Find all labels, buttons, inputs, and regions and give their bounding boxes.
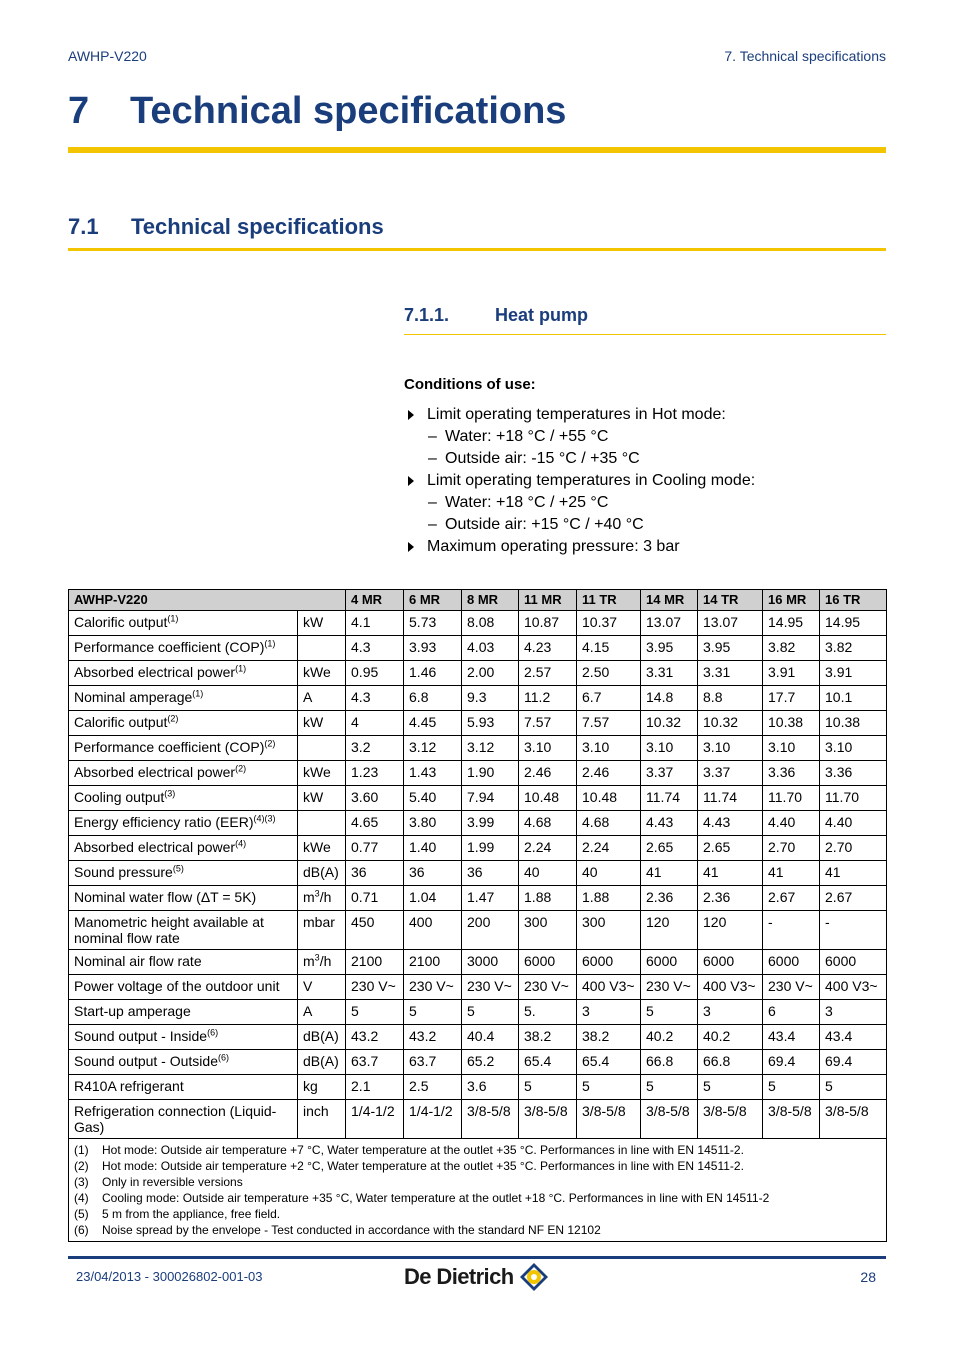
value-cell: 2.24 <box>519 836 577 861</box>
value-cell: 8.8 <box>698 686 763 711</box>
row-label: Sound pressure$^{(5)}$ <box>69 861 298 886</box>
brand-name: De Dietrich <box>404 1264 514 1289</box>
row-label: Refrigeration connection (Liquid-Gas) <box>69 1100 298 1139</box>
value-cell: 41 <box>698 861 763 886</box>
footnote: (6) Noise spread by the envelope - Test conducted in accordance with the standard NF EN 12102 <box>74 1223 601 1237</box>
value-cell: 2.65 <box>641 836 698 861</box>
footnote: (2) Hot mode: Outside air temperature +2 °C, Water temperature at the outlet +35 °C. Performances in line with EN 14511-2. <box>74 1159 744 1173</box>
value-cell: 3.6 <box>462 1075 519 1100</box>
value-cell: 10.38 <box>820 711 887 736</box>
value-cell: 10.32 <box>641 711 698 736</box>
table-row <box>69 786 887 811</box>
value-cell: 3/8-5/8 <box>820 1100 887 1139</box>
value-cell: 13.07 <box>698 611 763 636</box>
table-row <box>69 886 887 911</box>
value-cell: 4.43 <box>641 811 698 836</box>
value-cell: 11.2 <box>519 686 577 711</box>
value-cell: 1/4-1/2 <box>346 1100 404 1139</box>
value-cell: 41 <box>763 861 820 886</box>
row-label: R410A refrigerant <box>69 1075 298 1100</box>
row-label: Performance coefficient (COP)$^{(1)}$ <box>69 636 298 661</box>
value-cell: 230 V~ <box>641 975 698 1000</box>
value-cell: 230 V~ <box>346 975 404 1000</box>
section-rule <box>68 248 886 251</box>
value-cell: 5 <box>641 1000 698 1025</box>
row-label: Cooling output$^{(3)}$ <box>69 786 298 811</box>
table-header-cell: 16 TR <box>820 590 887 611</box>
value-cell: 230 V~ <box>404 975 462 1000</box>
table-header-cell: 11 MR <box>519 590 577 611</box>
value-cell: 2.46 <box>519 761 577 786</box>
list-item: – Outside air: -15 °C / +35 °C <box>428 450 640 467</box>
table-header-cell: 14 TR <box>698 590 763 611</box>
row-label: Performance coefficient (COP)$^{(2)}$ <box>69 736 298 761</box>
brand-logo <box>404 1262 549 1292</box>
value-cell: 0.71 <box>346 886 404 911</box>
value-cell: 5 <box>820 1075 887 1100</box>
value-cell: 3.10 <box>763 736 820 761</box>
value-cell: 65.2 <box>462 1050 519 1075</box>
table-header-cell: 6 MR <box>404 590 462 611</box>
value-cell: 40.2 <box>641 1025 698 1050</box>
value-cell: 3/8-5/8 <box>763 1100 820 1139</box>
value-cell: 3.2 <box>346 736 404 761</box>
footer-date-ref: 23/04/2013 - 300026802-001-03 <box>76 1269 263 1284</box>
table-header-cell: 14 MR <box>641 590 698 611</box>
dash-bullet: – <box>428 428 437 445</box>
row-unit: inch <box>298 1100 346 1139</box>
value-cell: 69.4 <box>763 1050 820 1075</box>
value-cell: 6000 <box>763 950 820 975</box>
list-item: – Outside air: +15 °C / +40 °C <box>428 516 644 533</box>
value-cell: 10.32 <box>698 711 763 736</box>
value-cell: 10.1 <box>820 686 887 711</box>
row-label: Absorbed electrical power$^{(1)}$ <box>69 661 298 686</box>
value-cell: 36 <box>346 861 404 886</box>
value-cell: 3.95 <box>698 636 763 661</box>
value-cell: 400 V3~ <box>820 975 887 1000</box>
row-unit: dB(A) <box>298 1025 346 1050</box>
row-label: Manometric height available at nominal flow rate <box>69 911 298 950</box>
row-unit: mbar <box>298 911 346 950</box>
value-cell: 4.15 <box>577 636 641 661</box>
value-cell: 1.43 <box>404 761 462 786</box>
running-header-left: AWHP-V220 <box>68 48 147 64</box>
value-cell: 2.46 <box>577 761 641 786</box>
row-label: Power voltage of the outdoor unit <box>69 975 298 1000</box>
value-cell: 3/8-5/8 <box>698 1100 763 1139</box>
value-cell: 4.68 <box>577 811 641 836</box>
table-row <box>69 811 887 836</box>
table-header-row <box>69 590 887 611</box>
value-cell: 10.48 <box>577 786 641 811</box>
table-header-cell: 11 TR <box>577 590 641 611</box>
footnote: (5) 5 m from the appliance, free field. <box>74 1207 281 1221</box>
value-cell: 3.31 <box>641 661 698 686</box>
value-cell: 3.80 <box>404 811 462 836</box>
row-unit <box>298 636 346 661</box>
value-cell: 43.4 <box>763 1025 820 1050</box>
value-cell: 10.48 <box>519 786 577 811</box>
value-cell: 65.4 <box>577 1050 641 1075</box>
dash-bullet: – <box>428 494 437 511</box>
value-cell: 40 <box>519 861 577 886</box>
table-row <box>69 911 887 950</box>
page-number: 28 <box>860 1269 876 1285</box>
value-cell: 11.74 <box>641 786 698 811</box>
value-cell: 1.88 <box>577 886 641 911</box>
value-cell: 2100 <box>346 950 404 975</box>
value-cell: 3.37 <box>641 761 698 786</box>
row-label: Absorbed electrical power$^{(2)}$ <box>69 761 298 786</box>
value-cell: 1.88 <box>519 886 577 911</box>
table-header-cell: 4 MR <box>346 590 404 611</box>
list-item: Maximum operating pressure: 3 bar <box>404 537 755 557</box>
value-cell: 6000 <box>519 950 577 975</box>
row-unit <box>298 736 346 761</box>
value-cell: 9.3 <box>462 686 519 711</box>
value-cell: 40.4 <box>462 1025 519 1050</box>
table-notes <box>69 1139 887 1242</box>
value-cell: 5. <box>519 1000 577 1025</box>
value-cell: 7.57 <box>519 711 577 736</box>
running-header-right: 7. Technical specifications <box>724 48 886 64</box>
value-cell: 0.95 <box>346 661 404 686</box>
table-row <box>69 1100 887 1139</box>
value-cell: 4.3 <box>346 686 404 711</box>
row-label: Calorific output$^{(2)}$ <box>69 711 298 736</box>
value-cell: 43.2 <box>404 1025 462 1050</box>
list-item: – Water: +18 °C / +25 °C <box>428 494 609 511</box>
row-unit: kWe <box>298 761 346 786</box>
value-cell: 1.23 <box>346 761 404 786</box>
value-cell: 4.40 <box>820 811 887 836</box>
value-cell: 4.65 <box>346 811 404 836</box>
value-cell: 10.87 <box>519 611 577 636</box>
value-cell: 4.1 <box>346 611 404 636</box>
value-cell: 11.74 <box>698 786 763 811</box>
value-cell: 1.99 <box>462 836 519 861</box>
value-cell: 450 <box>346 911 404 950</box>
value-cell: 3.10 <box>698 736 763 761</box>
value-cell: - <box>820 911 887 950</box>
diamond-logo-icon <box>519 1262 549 1292</box>
subsection-rule <box>404 334 886 335</box>
value-cell: 4.43 <box>698 811 763 836</box>
value-cell: 3/8-5/8 <box>519 1100 577 1139</box>
value-cell: 4.23 <box>519 636 577 661</box>
value-cell: 1.47 <box>462 886 519 911</box>
value-cell: 400 V3~ <box>698 975 763 1000</box>
footer-rule <box>68 1256 886 1259</box>
value-cell: 5.93 <box>462 711 519 736</box>
row-unit: dB(A) <box>298 1050 346 1075</box>
value-cell: 2.50 <box>577 661 641 686</box>
value-cell: 4.68 <box>519 811 577 836</box>
value-cell: 2.36 <box>641 886 698 911</box>
value-cell: 36 <box>404 861 462 886</box>
row-label: Nominal water flow (ΔT = 5K) <box>69 886 298 911</box>
conditions-list <box>404 405 755 559</box>
value-cell: 2.67 <box>763 886 820 911</box>
value-cell: 43.4 <box>820 1025 887 1050</box>
value-cell: 3.10 <box>820 736 887 761</box>
value-cell: 6000 <box>698 950 763 975</box>
value-cell: 2.5 <box>404 1075 462 1100</box>
value-cell: 6 <box>763 1000 820 1025</box>
value-cell: 6.8 <box>404 686 462 711</box>
value-cell: 40.2 <box>698 1025 763 1050</box>
row-unit <box>298 811 346 836</box>
notes-row <box>69 1139 887 1242</box>
value-cell: 4 <box>346 711 404 736</box>
table-header-cell: AWHP-V220 <box>69 590 346 611</box>
table-header-cell: 8 MR <box>462 590 519 611</box>
footnote: (4) Cooling mode: Outside air temperature +35 °C, Water temperature at the outlet +18 °C. Performances in line with EN 14511-2 <box>74 1191 770 1205</box>
value-cell: 3/8-5/8 <box>577 1100 641 1139</box>
value-cell: 2.24 <box>577 836 641 861</box>
value-cell: 3.82 <box>820 636 887 661</box>
value-cell: 3.91 <box>820 661 887 686</box>
section-title-text: Technical specifications <box>131 214 384 239</box>
value-cell: 65.4 <box>519 1050 577 1075</box>
value-cell: 2.36 <box>698 886 763 911</box>
value-cell: 2100 <box>404 950 462 975</box>
value-cell: 3.99 <box>462 811 519 836</box>
value-cell: 11.70 <box>820 786 887 811</box>
row-unit: kWe <box>298 836 346 861</box>
value-cell: 2.1 <box>346 1075 404 1100</box>
subsection-number: 7.1.1. <box>404 305 450 325</box>
value-cell: 5 <box>577 1075 641 1100</box>
table-row <box>69 636 887 661</box>
dash-bullet: – <box>428 450 437 467</box>
value-cell: 3.95 <box>641 636 698 661</box>
chapter-title-text: Technical specifications <box>130 90 567 132</box>
value-cell: 3.60 <box>346 786 404 811</box>
conditions-title: Conditions of use: <box>404 376 536 393</box>
value-cell: 5.73 <box>404 611 462 636</box>
row-unit: $m^3/h$ <box>298 950 346 975</box>
value-cell: 41 <box>820 861 887 886</box>
value-cell: 14.95 <box>820 611 887 636</box>
dash-bullet: – <box>428 516 437 533</box>
value-cell: 10.38 <box>763 711 820 736</box>
value-cell: 43.2 <box>346 1025 404 1050</box>
value-cell: 2.70 <box>763 836 820 861</box>
value-cell: 5 <box>519 1075 577 1100</box>
triangle-bullet-icon <box>408 542 414 552</box>
value-cell: 5 <box>641 1075 698 1100</box>
value-cell: 3.12 <box>462 736 519 761</box>
value-cell: 13.07 <box>641 611 698 636</box>
row-label: Calorific output$^{(1)}$ <box>69 611 298 636</box>
value-cell: 6.7 <box>577 686 641 711</box>
value-cell: 10.37 <box>577 611 641 636</box>
row-label: Sound output - Outside$^{(6)}$ <box>69 1050 298 1075</box>
table-row <box>69 736 887 761</box>
value-cell: 38.2 <box>577 1025 641 1050</box>
value-cell: 300 <box>577 911 641 950</box>
value-cell: 120 <box>641 911 698 950</box>
value-cell: 2.00 <box>462 661 519 686</box>
value-cell: 3/8-5/8 <box>641 1100 698 1139</box>
value-cell: 69.4 <box>820 1050 887 1075</box>
list-item: Limit operating temperatures in Hot mode: <box>404 405 755 425</box>
row-label: Nominal air flow rate <box>69 950 298 975</box>
value-cell: 3.10 <box>519 736 577 761</box>
value-cell: 4.40 <box>763 811 820 836</box>
value-cell: 3 <box>577 1000 641 1025</box>
row-unit: kW <box>298 711 346 736</box>
table-row <box>69 661 887 686</box>
value-cell: 1.90 <box>462 761 519 786</box>
value-cell: 230 V~ <box>462 975 519 1000</box>
value-cell: 6000 <box>641 950 698 975</box>
value-cell: 5.40 <box>404 786 462 811</box>
value-cell: 0.77 <box>346 836 404 861</box>
row-label: Start-up amperage <box>69 1000 298 1025</box>
value-cell: 66.8 <box>641 1050 698 1075</box>
value-cell: 41 <box>641 861 698 886</box>
table-row <box>69 761 887 786</box>
footnote: (1) Hot mode: Outside air temperature +7 °C, Water temperature at the outlet +35 °C. Performances in line with EN 14511-2. <box>74 1143 744 1157</box>
row-label: Absorbed electrical power$^{(4)}$ <box>69 836 298 861</box>
chapter-rule <box>68 147 886 153</box>
subsection-title-text: Heat pump <box>495 305 589 325</box>
value-cell: 36 <box>462 861 519 886</box>
row-label: Nominal amperage$^{(1)}$ <box>69 686 298 711</box>
value-cell: 3.31 <box>698 661 763 686</box>
value-cell: 400 <box>404 911 462 950</box>
section-number: 7.1 <box>68 214 99 239</box>
value-cell: 200 <box>462 911 519 950</box>
value-cell: 3/8-5/8 <box>462 1100 519 1139</box>
value-cell: 1.40 <box>404 836 462 861</box>
value-cell: 4.03 <box>462 636 519 661</box>
value-cell: 3 <box>820 1000 887 1025</box>
row-unit: $m^3/h$ <box>298 886 346 911</box>
value-cell: 1.04 <box>404 886 462 911</box>
value-cell: 5 <box>404 1000 462 1025</box>
value-cell: 6000 <box>820 950 887 975</box>
table-row <box>69 611 887 636</box>
subsection-title <box>404 305 588 326</box>
value-cell: 17.7 <box>763 686 820 711</box>
value-cell: 14.95 <box>763 611 820 636</box>
chapter-number: 7 <box>68 90 90 132</box>
triangle-bullet-icon <box>408 476 414 486</box>
value-cell: 38.2 <box>519 1025 577 1050</box>
table-row <box>69 686 887 711</box>
value-cell: 3.93 <box>404 636 462 661</box>
value-cell: 1.46 <box>404 661 462 686</box>
value-cell: 3.36 <box>820 761 887 786</box>
table-row <box>69 711 887 736</box>
value-cell: 14.8 <box>641 686 698 711</box>
row-unit: kWe <box>298 661 346 686</box>
value-cell: 3.10 <box>641 736 698 761</box>
value-cell: 6000 <box>577 950 641 975</box>
value-cell: 3.12 <box>404 736 462 761</box>
value-cell: 120 <box>698 911 763 950</box>
value-cell: 66.8 <box>698 1050 763 1075</box>
row-unit: kW <box>298 611 346 636</box>
value-cell: 230 V~ <box>519 975 577 1000</box>
row-unit: A <box>298 1000 346 1025</box>
value-cell: 3.91 <box>763 661 820 686</box>
value-cell: 1/4-1/2 <box>404 1100 462 1139</box>
value-cell: 2.67 <box>820 886 887 911</box>
value-cell: 5 <box>346 1000 404 1025</box>
value-cell: 4.45 <box>404 711 462 736</box>
value-cell: 11.70 <box>763 786 820 811</box>
value-cell: 400 V3~ <box>577 975 641 1000</box>
row-label: Sound output - Inside$^{(6)}$ <box>69 1025 298 1050</box>
value-cell: 2.70 <box>820 836 887 861</box>
row-unit: kW <box>298 786 346 811</box>
value-cell: 40 <box>577 861 641 886</box>
spec-table <box>68 589 887 1242</box>
table-row <box>69 1050 887 1075</box>
section-title <box>68 214 384 240</box>
value-cell: 230 V~ <box>763 975 820 1000</box>
footnote: (3) Only in reversible versions <box>74 1175 243 1189</box>
row-unit: kg <box>298 1075 346 1100</box>
table-row <box>69 975 887 1000</box>
row-unit: dB(A) <box>298 861 346 886</box>
chapter-title <box>68 90 566 133</box>
row-unit: V <box>298 975 346 1000</box>
table-row <box>69 836 887 861</box>
value-cell: 3.37 <box>698 761 763 786</box>
list-item: Limit operating temperatures in Cooling mode: <box>404 471 755 491</box>
list-item: – Water: +18 °C / +55 °C <box>428 428 609 445</box>
row-label: Energy efficiency ratio (EER)$^{(4)(3)}$ <box>69 811 298 836</box>
row-unit: A <box>298 686 346 711</box>
triangle-bullet-icon <box>408 410 414 420</box>
table-row <box>69 1025 887 1050</box>
value-cell: 3.36 <box>763 761 820 786</box>
value-cell: 3.10 <box>577 736 641 761</box>
table-row <box>69 950 887 975</box>
value-cell: 3.82 <box>763 636 820 661</box>
value-cell: 63.7 <box>404 1050 462 1075</box>
value-cell: 7.57 <box>577 711 641 736</box>
value-cell: - <box>763 911 820 950</box>
value-cell: 8.08 <box>462 611 519 636</box>
value-cell: 5 <box>462 1000 519 1025</box>
value-cell: 4.3 <box>346 636 404 661</box>
table-row <box>69 861 887 886</box>
value-cell: 5 <box>763 1075 820 1100</box>
value-cell: 3 <box>698 1000 763 1025</box>
value-cell: 3000 <box>462 950 519 975</box>
value-cell: 300 <box>519 911 577 950</box>
value-cell: 2.65 <box>698 836 763 861</box>
value-cell: 5 <box>698 1075 763 1100</box>
value-cell: 63.7 <box>346 1050 404 1075</box>
value-cell: 7.94 <box>462 786 519 811</box>
table-header-cell: 16 MR <box>763 590 820 611</box>
table-row <box>69 1075 887 1100</box>
table-row <box>69 1000 887 1025</box>
value-cell: 2.57 <box>519 661 577 686</box>
